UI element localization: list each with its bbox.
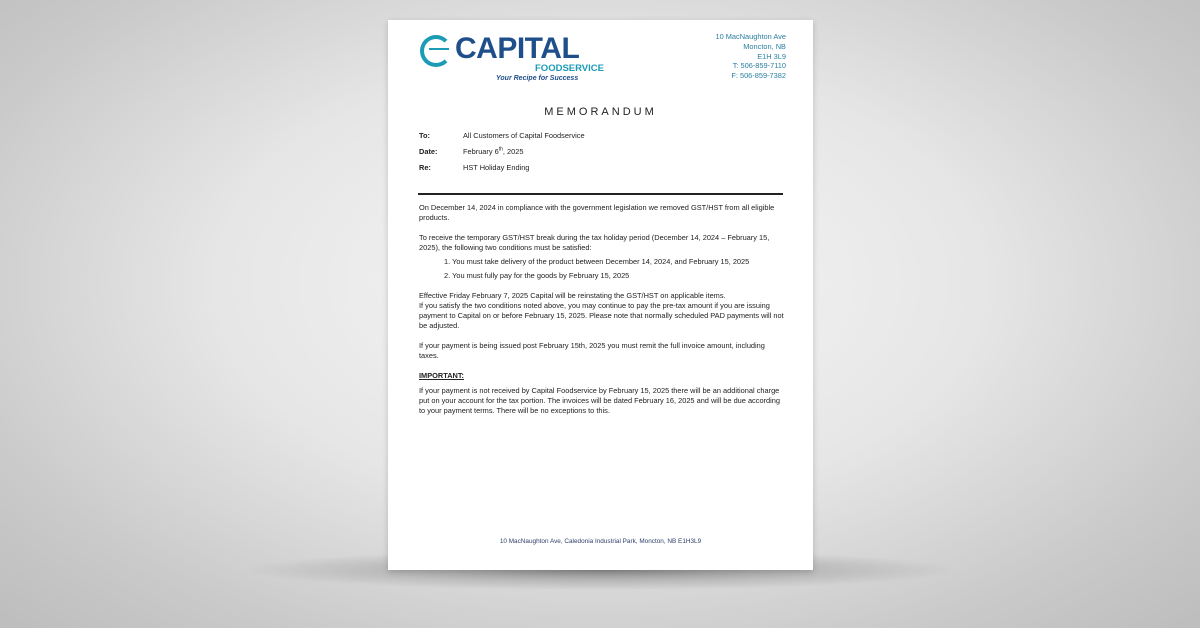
logo-name: CAPITAL	[455, 32, 580, 65]
re-value: HST Holiday Ending	[463, 163, 530, 172]
phone-line: T: 506-859-7110	[732, 61, 786, 71]
date-value	[463, 147, 523, 163]
address-line: Moncton, NB	[743, 41, 786, 51]
memo-header-fields	[419, 131, 585, 179]
date-label: Date:	[419, 147, 438, 156]
date-day: February 6	[463, 147, 499, 156]
paragraph-conditions-intro: To receive the temporary GST/HST break during the tax holiday period (December 14, 2024 – February 15, 2025), the following two conditions must be satisfied:	[419, 233, 770, 252]
logo-subtitle: FOODSERVICE	[535, 63, 604, 74]
address-line: 10 MacNaughton Ave	[715, 32, 786, 41]
address-line: E1H 3L9	[757, 51, 786, 61]
list-item: 1. You must take delivery of the product between December 14, 2024, and February 15, 2025	[444, 257, 750, 266]
fax-line: F: 506-859-7382	[731, 71, 786, 81]
date-suffix: th	[498, 146, 503, 153]
paragraph-pretax: If you satisfy the two conditions noted above, you may continue to pay the pre-tax amount if you are issuing payment to Capital on or before February 15, 2025. Please note that normally scheduled PAD payments will not be adjusted.	[419, 301, 784, 330]
footer-address: 10 MacNaughton Ave, Caledonia Industrial Park, Moncton, NB E1H3L9	[499, 538, 702, 545]
company-logo	[420, 32, 604, 86]
date-row	[419, 147, 585, 163]
re-row	[419, 163, 585, 179]
logo-c-mark	[420, 35, 452, 67]
paragraph-post-deadline: If your payment is being issued post February 15th, 2025 you must remit the full invoice amount, including taxes.	[419, 341, 765, 360]
memo-title: MEMORANDUM	[544, 106, 657, 118]
memo-body	[419, 203, 784, 416]
letterhead-address	[715, 32, 786, 81]
to-row	[419, 131, 585, 147]
re-label: Re:	[419, 163, 431, 172]
paragraph-additional-charge: If your payment is not received by Capital Foodservice by February 15, 2025 there will be an additional charge put on your account for the tax portion. The invoices will be dated February 16, 2025 and will be due according to your payment terms. There will be no exceptions to this.	[419, 386, 780, 415]
paragraph-reinstating: Effective Friday February 7, 2025 Capital will be reinstating the GST/HST on applicable items.	[419, 291, 726, 300]
to-label: To:	[419, 131, 430, 140]
logo-tagline: Your Recipe for Success	[496, 75, 579, 82]
paragraph-gst-removed: On December 14, 2024 in compliance with the government legislation we removed GST/HST from all eligible products.	[419, 203, 775, 222]
fork-icon	[429, 48, 449, 50]
header-divider	[418, 193, 783, 195]
to-value: All Customers of Capital Foodservice	[463, 131, 585, 140]
memo-document	[388, 20, 813, 570]
list-item: 2. You must fully pay for the goods by February 15, 2025	[444, 271, 630, 280]
date-year: , 2025	[502, 147, 524, 156]
important-heading: IMPORTANT:	[419, 371, 465, 380]
conditions-list	[444, 257, 784, 281]
